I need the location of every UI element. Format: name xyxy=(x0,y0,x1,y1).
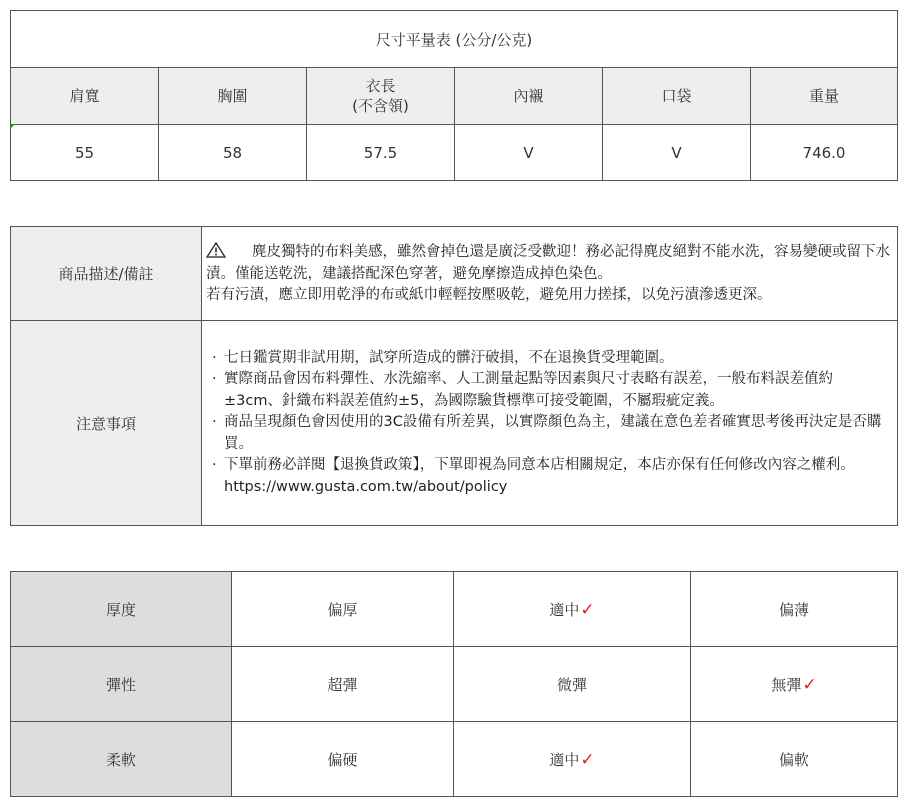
rating-option-selected: 適中✓ xyxy=(454,722,691,797)
description-table xyxy=(10,226,898,526)
check-mark-icon: ✓ xyxy=(802,674,817,695)
rating-option: 偏軟 xyxy=(691,722,898,797)
header-weight: 重量 xyxy=(751,68,898,125)
value-length: 57.5 xyxy=(307,125,455,181)
header-pocket: 口袋 xyxy=(603,68,751,125)
rating-table xyxy=(10,571,898,797)
note-item: · 實際商品會因布料彈性、水洗縮率、人工測量起點等因素與尺寸表略有誤差，一般布料誤差值約±3cm、針織布料誤差值約±5，為國際驗貨標準可接受範圍，不屬瑕疵定義。 xyxy=(212,371,833,409)
rating-option: 微彈 xyxy=(454,647,691,722)
notes-label: 注意事項 xyxy=(11,321,202,526)
header-length-label: 衣長 xyxy=(365,77,396,95)
warning-triangle-icon xyxy=(206,242,226,266)
description-text-2: 若有污漬，應立即用乾淨的布或紙巾輕輕按壓吸乾，避免用力搓揉，以免污漬滲透更深。 xyxy=(206,287,772,304)
rating-row-thickness xyxy=(11,572,898,647)
value-chest: 58 xyxy=(159,125,307,181)
check-mark-icon: ✓ xyxy=(580,599,595,620)
header-lining: 內襯 xyxy=(455,68,603,125)
header-chest: 胸圍 xyxy=(159,68,307,125)
note-item: · 下單前務必詳閱【退換貨政策】，下單即視為同意本店相關規定，本店亦保有任何修改內容之權利。https://www.gusta.com.tw/about/policy xyxy=(212,457,855,495)
header-shoulder: 肩寬 xyxy=(11,68,159,125)
value-weight: 746.0 xyxy=(751,125,898,181)
note-item: · 七日鑑賞期非試用期，試穿所造成的髒汙破損，不在退換貨受理範圍。 xyxy=(212,349,674,366)
rating-option: 偏薄 xyxy=(691,572,898,647)
description-label: 商品描述/備註 xyxy=(11,227,202,321)
rating-row-elasticity xyxy=(11,647,898,722)
value-shoulder: 55 xyxy=(11,125,159,181)
rating-option-selected: 無彈✓ xyxy=(691,647,898,722)
value-lining: V xyxy=(455,125,603,181)
notes-content xyxy=(202,321,898,526)
rating-option: 偏硬 xyxy=(232,722,454,797)
header-length-note: (不含領) xyxy=(352,97,409,115)
rating-option: 偏厚 xyxy=(232,572,454,647)
notes-list xyxy=(202,348,889,499)
rating-option-selected: 適中✓ xyxy=(454,572,691,647)
value-pocket: V xyxy=(603,125,751,181)
rating-option: 超彈 xyxy=(232,647,454,722)
size-table xyxy=(10,10,898,181)
description-text-1: 麂皮獨特的布料美感，雖然會掉色還是廣泛受歡迎！務必記得麂皮絕對不能水洗，容易變硬或留下水漬。僅能送乾洗，建議搭配深色穿著，避免摩擦造成掉色染色。 xyxy=(206,244,890,282)
rating-label: 彈性 xyxy=(11,647,232,722)
rating-label: 厚度 xyxy=(11,572,232,647)
size-table-title: 尺寸平量表 (公分/公克) xyxy=(11,11,898,68)
header-length xyxy=(307,68,455,125)
rating-label: 柔軟 xyxy=(11,722,232,797)
description-content xyxy=(202,227,898,321)
check-mark-icon: ✓ xyxy=(580,749,595,770)
corner-mark xyxy=(10,124,15,129)
note-item: · 商品呈現顏色會因使用的3C設備有所差異，以實際顏色為主，建議在意色差者確實思考後再決定是否購買。 xyxy=(212,414,882,452)
rating-row-softness xyxy=(11,722,898,797)
